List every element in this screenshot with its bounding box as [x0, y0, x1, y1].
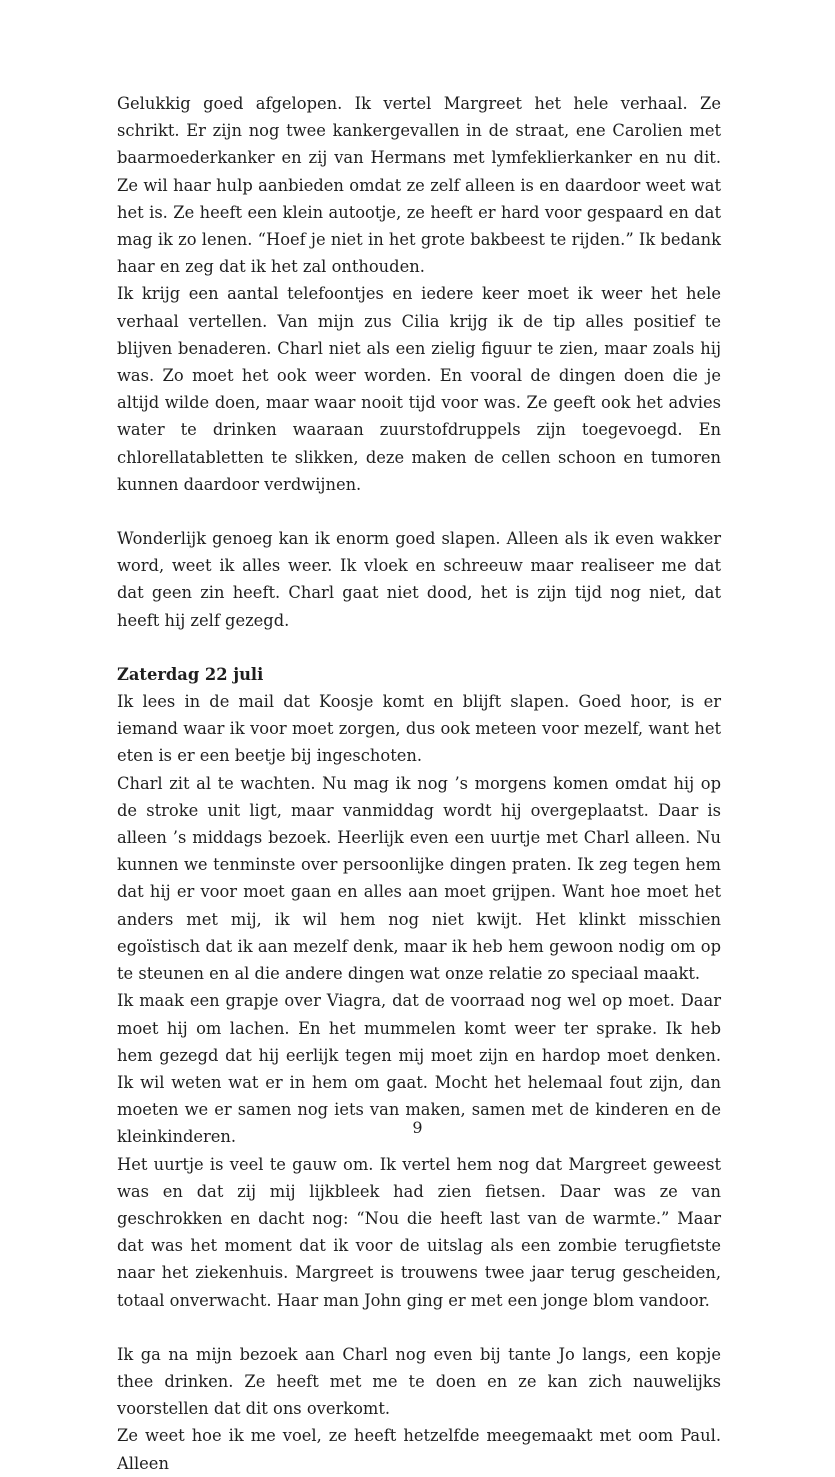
paragraph-hour-over: Het uurtje is veel te gauw om. Ik vertel hem nog dat Margreet geweest was en dat zij mij lijkbleek had zien fietsen. Daar was ze van geschrokken en dacht nog: “Nou die heeft last van de warmte.” Maar dat was het moment dat ik voor de uitslag als een zombie terugfietste naar het ziekenhuis. Margreet is trouwens twee jaar terug gescheiden, totaal onverwacht. Haar man John ging er met een jonge blom vandoor.: [117, 1154, 721, 1310]
paragraph-gap: [117, 1314, 721, 1341]
section-heading-date: Zaterdag 22 juli: [117, 664, 264, 684]
paragraph-gap: [117, 634, 721, 661]
page-number: 9: [412, 1118, 423, 1137]
paragraph-uncle-paul: Ze weet hoe ik me voel, ze heeft hetzelfde meegemaakt met oom Paul. Alleen: [117, 1426, 721, 1473]
paragraph-charl-waiting: Charl zit al te wachten. Nu mag ik nog ’s morgens komen omdat hij op de stroke unit ligt, maar vanmiddag wordt hij overgeplaatst. Daar is alleen ’s middags bezoek. Heerlijk even een uurtje met Charl alleen. Nu kunnen we tenminste over persoonlijke dingen praten. Ik zeg tegen hem dat hij er voor moet gaan en alles aan moet grijpen. Want hoe moet het anders met mij, ik wil hem nog niet kwijt. Het klinkt misschien egoïstisch dat ik aan mezelf denk, maar ik heb hem gewoon nodig om op te steunen en al die andere dingen wat onze relatie zo speciaal maakt.: [117, 773, 721, 984]
paragraph-margreet-story: Gelukkig goed afgelopen. Ik vertel Margreet het hele verhaal. Ze schrikt. Er zijn nog twee kankergevallen in de straat, ene Carolien met baarmoederkanker en zij van Hermans met lymfeklierkanker en nu dit. Ze wil haar hulp aanbieden omdat ze zelf alleen is en daardoor weet wat het is. Ze heeft een klein autootje, ze heeft er hard voor gespaard en dat mag ik zo lenen. “Hoef je niet in het grote bakbeest te rijden.” Ik bedank haar en zeg dat ik het zal onthouden.: [117, 94, 721, 277]
page-body: [117, 90, 721, 1477]
paragraph-phone-calls: Ik krijg een aantal telefoontjes en iedere keer moet ik weer het hele verhaal vertellen. Van mijn zus Cilia krijg ik de tip alles positief te blijven benaderen. Charl niet als een zielig figuur te zien, maar zoals hij was. Zo moet het ook weer worden. En vooral de dingen doen die je altijd wilde doen, maar waar nooit tijd voor was. Ze geeft ook het advies water te drinken waaraan zuurstofdruppels zijn toegevoegd. En chlorellatabletten te slikken, deze maken de cellen schoon en tumoren kunnen daardoor verdwijnen.: [117, 284, 721, 494]
paragraph-gap: [117, 498, 721, 525]
paragraph-viagra-joke: Ik maak een grapje over Viagra, dat de voorraad nog wel op moet. Daar moet hij om lachen. En het mummelen komt weer ter sprake. Ik heb hem gezegd dat hij eerlijk tegen mij moet zijn en hardop moet denken. Ik wil weten wat er in hem om gaat. Mocht het helemaal fout zijn, dan moeten we er samen nog iets van maken, samen met de kinderen en de kleinkinderen.: [117, 991, 721, 1147]
paragraph-sleeping: Wonderlijk genoeg kan ik enorm goed slapen. Alleen als ik even wakker word, weet ik alles weer. Ik vloek en schreeuw maar realiseer me dat dat geen zin heeft. Charl gaat niet dood, het is zijn tijd nog niet, dat heeft hij zelf gezegd.: [117, 529, 721, 630]
paragraph-aunt-jo: Ik ga na mijn bezoek aan Charl nog even bij tante Jo langs, een kopje thee drinken. Ze heeft met me te doen en ze kan zich nauwelijks voorstellen dat dit ons overkomt.: [117, 1344, 721, 1419]
paragraph-koosje: Ik lees in de mail dat Koosje komt en blijft slapen. Goed hoor, is er iemand waar ik voor moet zorgen, dus ook meteen voor mezelf, want het eten is er een beetje bij ingeschoten.: [117, 692, 721, 766]
